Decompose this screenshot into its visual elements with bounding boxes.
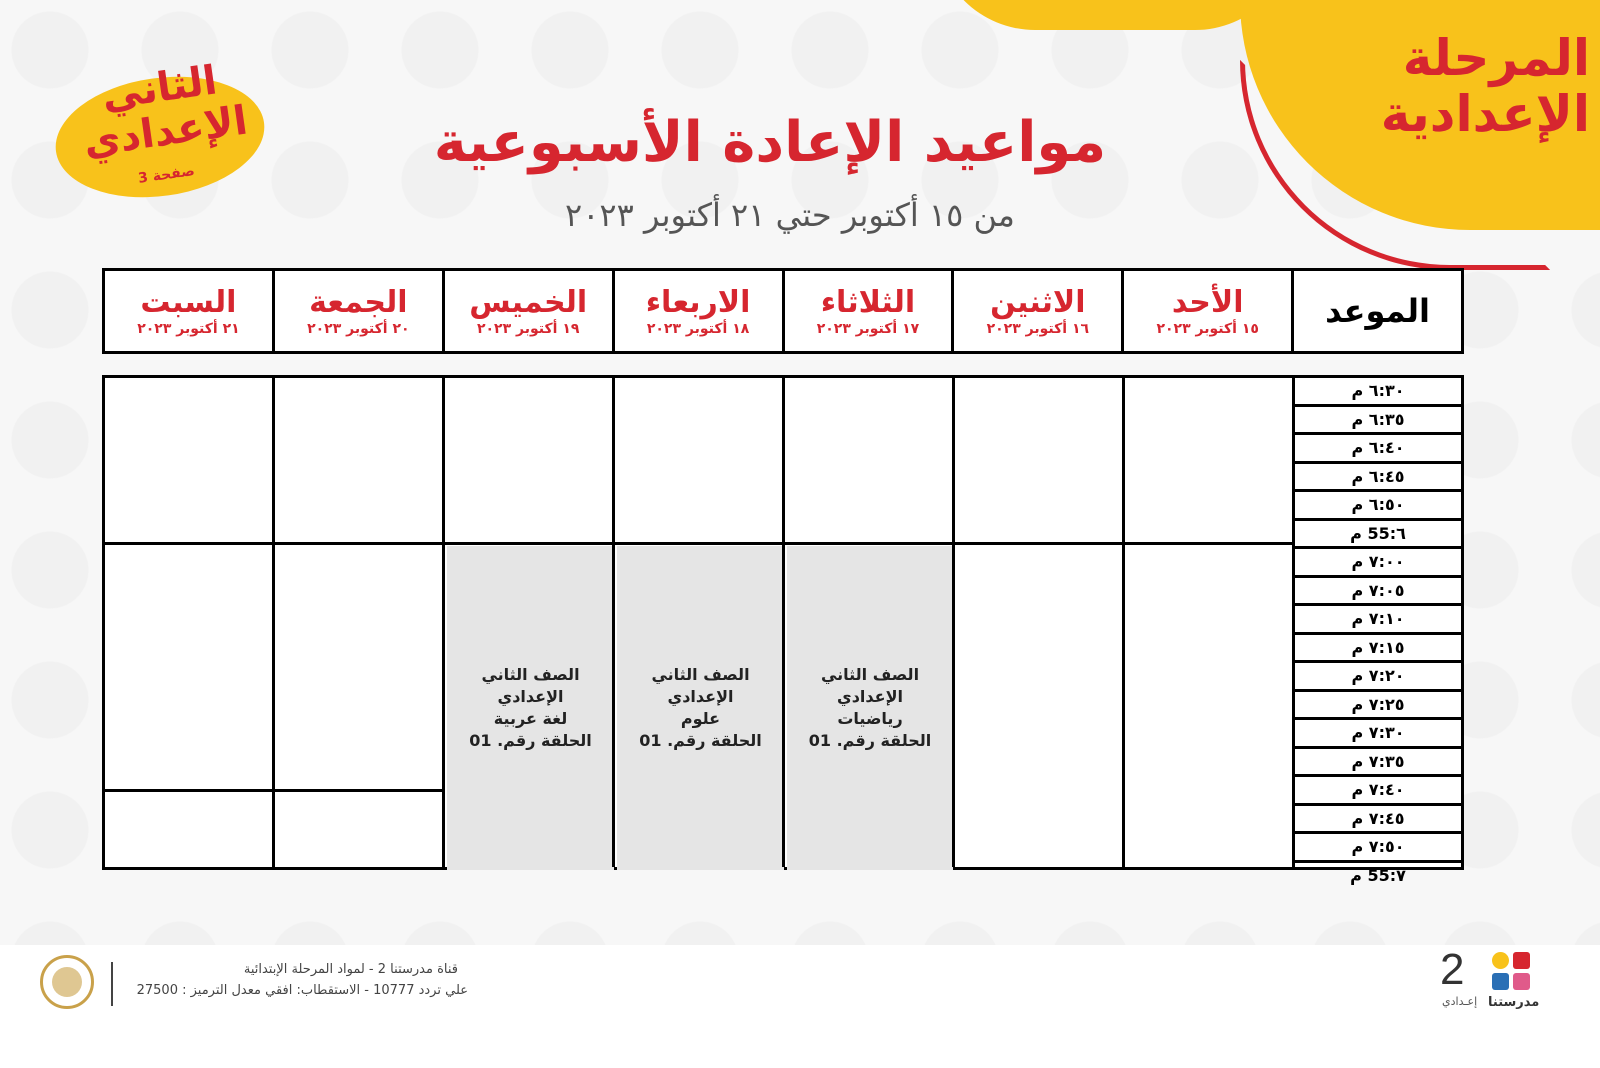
program-episode: الحلقة رقم. 01	[469, 731, 592, 750]
day-date: ٢١ أكتوبر ٢٠٢٣	[137, 321, 240, 337]
time-slot: ٧:١٠ م	[1295, 606, 1461, 635]
page-title: مواعيد الإعادة الأسبوعية	[433, 110, 1107, 175]
column-divider	[1122, 378, 1125, 867]
time-slot: ٧:٤٠ م	[1295, 777, 1461, 806]
time-slot: ٦:٣٥ م	[1295, 407, 1461, 436]
block-divider	[105, 789, 442, 792]
header-day-saturday	[105, 271, 272, 351]
time-slot: ٧:٥٠ م	[1295, 834, 1461, 863]
header-day-tuesday	[782, 271, 952, 351]
schedule-header	[102, 268, 1464, 354]
time-slots	[1295, 378, 1461, 885]
day-name: الجمعة	[309, 285, 408, 320]
program-grade: الصف الثاني الإعدادي	[820, 665, 920, 706]
day-name: الثلاثاء	[820, 285, 916, 320]
day-date: ٢٠ أكتوبر ٢٠٢٣	[307, 321, 410, 337]
program-subject: رياضيات	[837, 709, 903, 728]
day-date: ١٥ أكتوبر ٢٠٢٣	[1156, 321, 1259, 337]
time-slot: ٧:٣٠ م	[1295, 720, 1461, 749]
time-slot: ٦:٤٠ م	[1295, 435, 1461, 464]
time-slot: ٧:٤٥ م	[1295, 806, 1461, 835]
day-name: الاثنين	[990, 285, 1086, 320]
time-slot: ٧:٢٥ م	[1295, 692, 1461, 721]
channel-logo-number: 2	[1440, 945, 1465, 994]
column-divider	[612, 378, 615, 867]
day-date: ١٨ أكتوبر ٢٠٢٣	[646, 321, 750, 337]
day-name: الأحد	[1171, 285, 1244, 320]
stage-title: المرحلة الإعدادية	[1380, 29, 1590, 143]
program-subject: علوم	[680, 709, 721, 728]
column-divider	[442, 378, 445, 867]
column-divider	[272, 378, 275, 867]
page-number: صفحة 3	[137, 163, 196, 187]
block-divider	[105, 542, 1292, 545]
program-episode: الحلقة رقم. 01	[808, 731, 932, 750]
program-grade: الصف الثاني الإعدادي	[481, 665, 580, 706]
madrasetna-logo-name: مدرستنا	[1488, 995, 1540, 1010]
time-slot: ٦:٣٠ م	[1295, 378, 1461, 407]
time-slot: ٧:٢٠ م	[1295, 663, 1461, 692]
day-name: الاربعاء	[645, 285, 751, 320]
grade-badge: الثاني الإعدادي	[80, 57, 251, 167]
header-day-wednesday	[612, 271, 782, 351]
program-grade: الصف الثاني الإعدادي	[651, 665, 750, 706]
program-tuesday	[787, 546, 953, 870]
time-slot: ٧:٠٥ م	[1295, 578, 1461, 607]
day-name: الخميس	[469, 285, 588, 320]
date-range: من ١٥ أكتوبر حتي ٢١ أكتوبر ٢٠٢٣	[565, 196, 1015, 234]
time-slot: ٦:55 م	[1295, 521, 1461, 550]
time-slot: ٦:٥٠ م	[1295, 492, 1461, 521]
header-day-sunday	[1121, 271, 1291, 351]
day-date: ١٧ أكتوبر ٢٠٢٣	[816, 321, 920, 337]
channel-info: قناة مدرستنا 2 - لمواد المرحلة الإبتدائية	[243, 962, 458, 977]
program-episode: الحلقة رقم. 01	[639, 731, 762, 750]
day-date: ١٩ أكتوبر ٢٠٢٣	[476, 321, 580, 337]
madrasetna-logo-icon	[1492, 952, 1532, 992]
slot-column-label: الموعد	[1325, 292, 1430, 330]
program-wednesday	[617, 546, 784, 870]
column-divider	[782, 378, 785, 867]
header-day-monday	[951, 271, 1121, 351]
time-slot: ٧:٠٠ م	[1295, 549, 1461, 578]
time-slot: ٧:55 م	[1350, 865, 1406, 885]
schedule-body	[102, 375, 1464, 885]
day-name: السبت	[140, 285, 237, 320]
time-slot: ٧:٣٥ م	[1295, 749, 1461, 778]
channel-logo-subtitle: إعـدادي	[1442, 995, 1478, 1008]
ministry-emblem-icon	[40, 955, 94, 1009]
day-date: ١٦ أكتوبر ٢٠٢٣	[986, 321, 1090, 337]
header-slot-column	[1291, 271, 1461, 351]
header-day-friday	[272, 271, 442, 351]
footer-divider	[111, 962, 113, 1006]
time-slot: ٧:١٥ م	[1295, 635, 1461, 664]
frequency-info: علي تردد 10777 - الاستقطاب: افقي معدل الترميز : 27500	[136, 983, 468, 998]
program-thursday	[447, 546, 614, 870]
time-slot: ٦:٤٥ م	[1295, 464, 1461, 493]
header-day-thursday	[442, 271, 612, 351]
column-divider	[952, 378, 955, 867]
program-subject: لغة عربية	[493, 709, 568, 728]
